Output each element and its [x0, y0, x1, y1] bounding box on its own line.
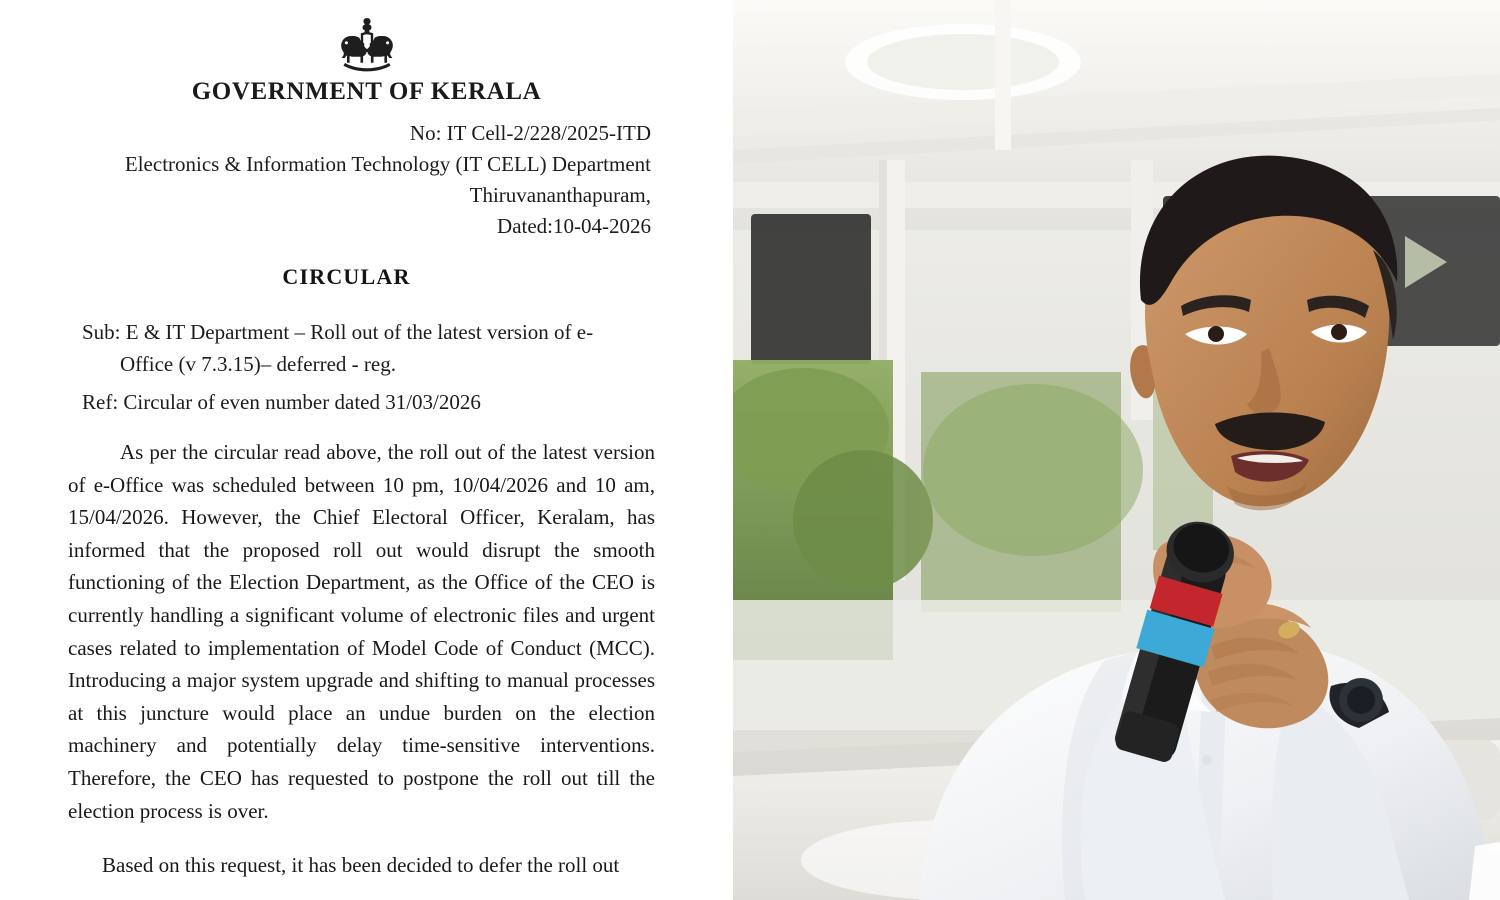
government-title: GOVERNMENT OF KERALA: [191, 78, 542, 105]
document-pane: [0, 0, 733, 900]
subject-line-1: Sub: E & IT Department – Roll out of the latest version of e-: [82, 320, 594, 344]
reference-line: Ref: Circular of even number dated 31/03/2026: [82, 390, 481, 414]
speaker-photo: [733, 0, 1500, 900]
subject-line-2: Office (v 7.3.15)– deferred - reg.: [120, 352, 396, 376]
place: Thiruvananthapuram,: [469, 183, 651, 207]
reference-address-block: [0, 118, 733, 242]
department-name: Electronics & Information Technology (IT CELL) Department: [124, 152, 651, 176]
reference-number: No: IT Cell-2/228/2025-ITD: [409, 121, 651, 145]
body-paragraph-2: Based on this request, it has been decided to defer the roll out: [102, 853, 620, 878]
kerala-state-emblem-icon: [0, 16, 733, 76]
document-page: [0, 0, 733, 900]
document-heading: CIRCULAR: [282, 264, 411, 289]
dated: Dated:10-04-2026: [497, 214, 651, 238]
subject-block: [0, 316, 733, 418]
body-paragraph-1: As per the circular read above, the roll out of the latest version of e-Office was scheduled between 10 pm, 10/04/2026 and 10 am, 15/04/2026. However, the Chief Electoral Officer, Keralam, has informed that the proposed roll out would disrupt the smooth functioning of the Election Department, as the Office of the CEO is currently handling a significant volume of electronic files and urgent cases related to implementation of Model Code of Conduct (MCC). Introducing a major system upgrade and shifting to manual processes at this juncture would place an undue burden on the election machinery and potentially delay time-sensitive interventions. Therefore, the CEO has requested to postpone the roll out till the election process is over.: [68, 440, 655, 823]
